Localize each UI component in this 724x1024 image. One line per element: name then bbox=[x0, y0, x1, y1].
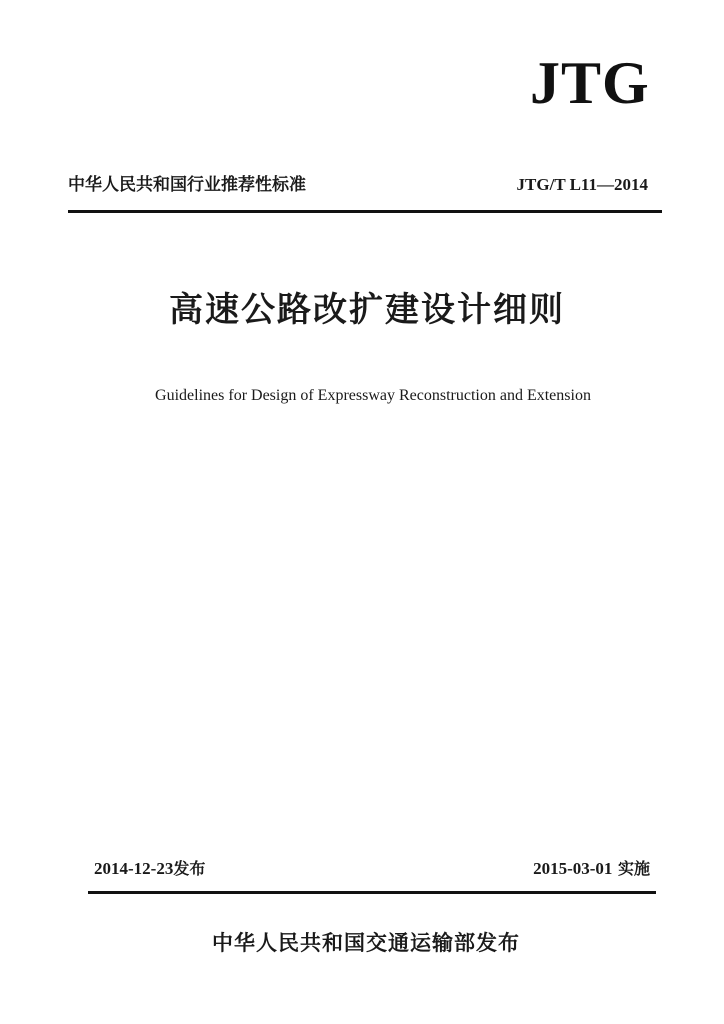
standard-number: JTG/T L11—2014 bbox=[516, 175, 648, 194]
implementation-date-label: 实施 bbox=[617, 859, 650, 878]
issue-date-label: 发布 bbox=[173, 859, 206, 878]
top-divider bbox=[68, 210, 662, 213]
standard-type: 中华人民共和国行业推荐性标准 bbox=[68, 175, 306, 195]
implementation-date-value: 2015-03-01 bbox=[533, 859, 613, 878]
issue-date-value: 2014-12-23 bbox=[94, 859, 174, 878]
publisher: 中华人民共和国交通运输部发布 bbox=[212, 931, 520, 955]
jtg-logo: JTG bbox=[530, 50, 650, 116]
issue-date bbox=[94, 858, 205, 880]
bottom-divider bbox=[88, 891, 656, 894]
document-title-english: Guidelines for Design of Expressway Reconstruction and Extension bbox=[155, 387, 591, 404]
implementation-date bbox=[470, 858, 650, 880]
document-title-chinese: 高速公路改扩建设计细则 bbox=[169, 290, 565, 330]
